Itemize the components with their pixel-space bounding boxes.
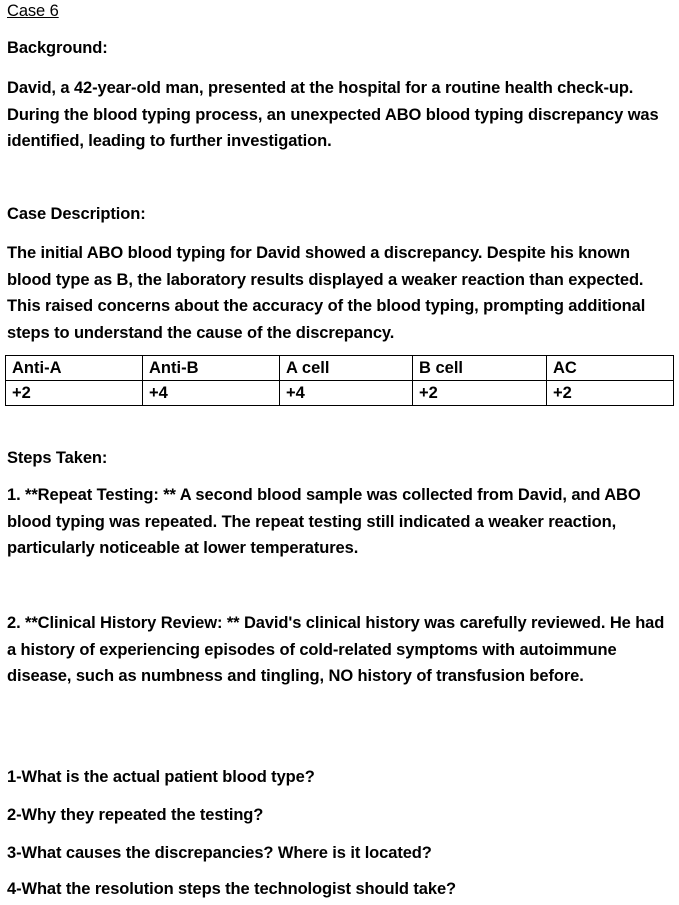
table-header-cell: AC (547, 356, 674, 381)
question-4: 4-What the resolution steps the technologist should take? (7, 880, 457, 898)
step-item-2: 2. **Clinical History Review: ** David's clinical history was carefully reviewed. He had a history of experiencing episodes of cold-related symptoms with autoimmune disease, such as numbness and tingling, NO history of transfusion before. (7, 614, 665, 685)
table-cell: +2 (413, 381, 547, 406)
table-row (6, 381, 674, 406)
steps-heading: Steps Taken: (7, 449, 108, 467)
background-text: David, a 42-year-old man, presented at the hospital for a routine health check-up. During the blood typing process, an unexpected ABO blood typing discrepancy was identified, leading to further investigation. (7, 79, 659, 150)
table-cell: +2 (547, 381, 674, 406)
question-3: 3-What causes the discrepancies? Where is it located? (7, 844, 432, 862)
blood-typing-results-table (5, 355, 674, 406)
case-title: Case 6 (7, 2, 59, 20)
table-header-row (6, 356, 674, 381)
table-cell: +2 (6, 381, 143, 406)
table-header-cell: Anti-B (143, 356, 280, 381)
step-item-1: 1. **Repeat Testing: ** A second blood sample was collected from David, and ABO blood typing was repeated. The repeat testing still indicated a weaker reaction, particularly noticeable at lower temperatures. (7, 486, 641, 557)
background-heading: Background: (7, 39, 108, 57)
case-description-text: The initial ABO blood typing for David showed a discrepancy. Despite his known blood type as B, the laboratory results displayed a weaker reaction than expected. This raised concerns about the accuracy of the blood typing, prompting additional steps to understand the cause of the discrepancy. (7, 244, 646, 342)
table-cell: +4 (143, 381, 280, 406)
table-header-cell: Anti-A (6, 356, 143, 381)
question-1: 1-What is the actual patient blood type? (7, 768, 315, 786)
table-header-cell: A cell (280, 356, 413, 381)
table-header-cell: B cell (413, 356, 547, 381)
table-cell: +4 (280, 381, 413, 406)
question-2: 2-Why they repeated the testing? (7, 806, 264, 824)
case-description-heading: Case Description: (7, 205, 146, 223)
